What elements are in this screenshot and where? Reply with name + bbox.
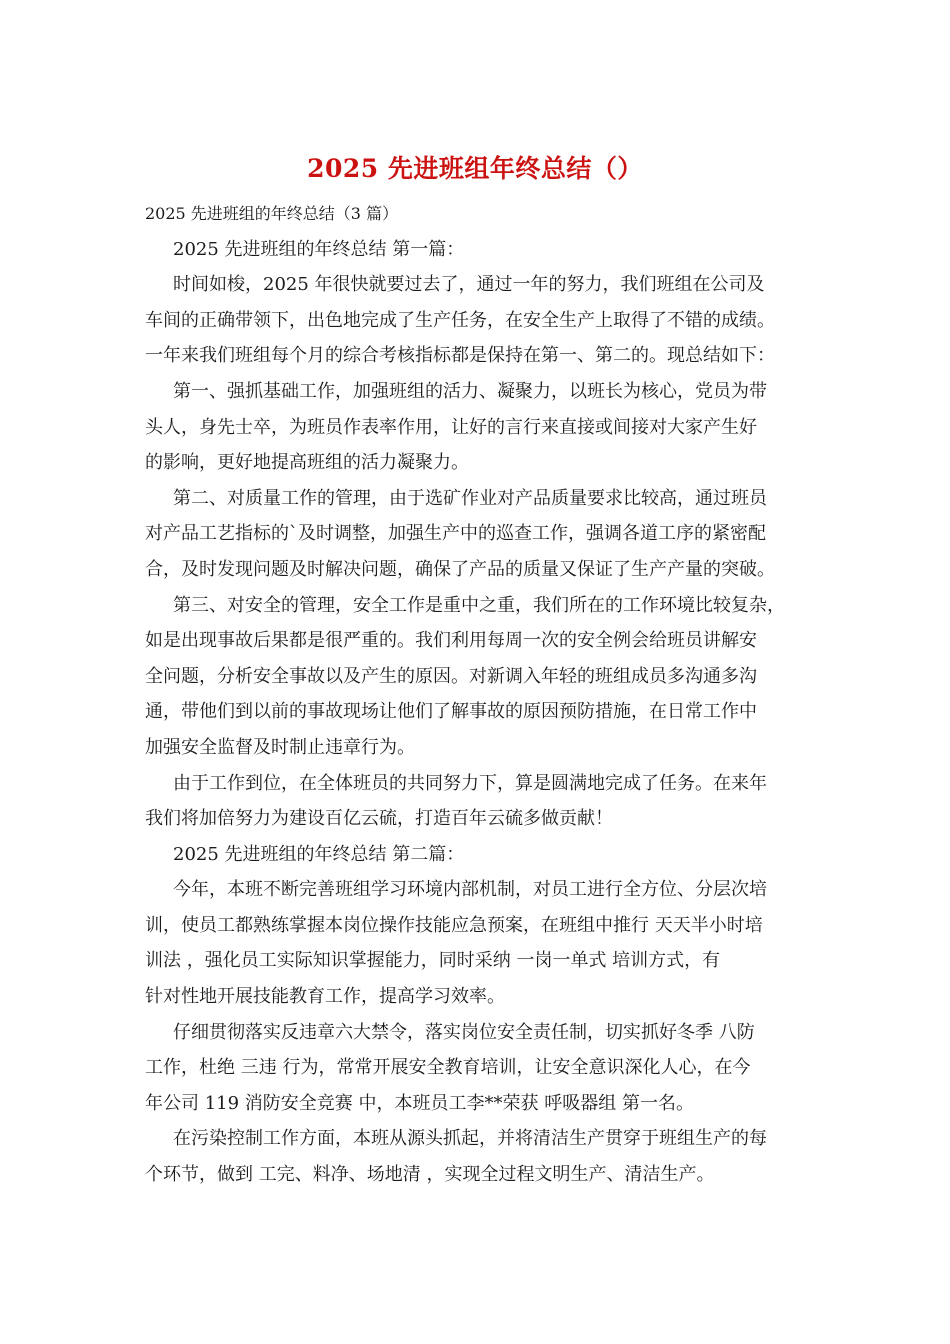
text-line: 的影响，更好地提高班组的活力凝聚力。 — [145, 452, 469, 474]
text-line: 如是出现事故后果都是很严重的。我们利用每周一次的安全例会给班员讲解安 — [145, 630, 757, 652]
text-line: 个环节，做到 工完、料净、场地清 ，实现全过程文明生产、清洁生产。 — [145, 1164, 715, 1186]
text-line: 针对性地开展技能教育工作，提高学习效率。 — [145, 986, 505, 1008]
text-line: 第一、强抓基础工作，加强班组的活力、凝聚力，以班长为核心，党员为带 — [173, 380, 767, 402]
text-line: 头人，身先士卒，为班员作表率作用，让好的言行来直接或间接对大家产生好 — [145, 416, 757, 438]
text-line: 仔细贯彻落实反违章六大禁令，落实岗位安全责任制，切实抓好冬季 八防 — [173, 1021, 755, 1043]
text-line: 合，及时发现问题及时解决问题，确保了产品的质量又保证了生产产量的突破。 — [145, 558, 775, 580]
text-line: 2025 先进班组的年终总结（3 篇） — [145, 204, 399, 223]
text-line: 2025 先进班组的年终总结 第二篇： — [173, 843, 465, 865]
text-line: 我们将加倍努力为建设百亿云硫，打造百年云硫多做贡献！ — [145, 808, 613, 830]
text-line: 在污染控制工作方面，本班从源头抓起，并将清洁生产贯穿于班组生产的每 — [173, 1128, 767, 1150]
text-line: 通，带他们到以前的事故现场让他们了解事故的原因预防措施，在日常工作中 — [145, 701, 757, 723]
text-line: 训法 ，强化员工实际知识掌握能力，同时采纳 一岗一单式 培训方式，有 — [145, 950, 721, 972]
document-body — [145, 196, 820, 1193]
text-line: 对产品工艺指标的`及时调整，加强生产中的巡查工作，强调各道工序的紧密配 — [145, 523, 766, 545]
text-line: 由于工作到位，在全体班员的共同努力下，算是圆满地完成了任务。在来年 — [173, 772, 767, 794]
text-line: 车间的正确带领下，出色地完成了生产任务，在安全生产上取得了不错的成绩。 — [145, 309, 775, 331]
text-line: 年公司 119 消防安全竞赛 中，本班员工李**荣获 呼吸器组 第一名。 — [145, 1092, 694, 1114]
text-line: 训，使员工都熟练掌握本岗位操作技能应急预案，在班组中推行 天天半小时培 — [145, 914, 763, 936]
text-line: 加强安全监督及时制止违章行为。 — [145, 736, 415, 758]
text-line: 第三、对安全的管理，安全工作是重中之重，我们所在的工作环境比较复杂， — [173, 594, 785, 616]
text-line: 今年，本班不断完善班组学习环境内部机制，对员工进行全方位、分层次培 — [173, 879, 767, 901]
text-line: 第二、对质量工作的管理，由于选矿作业对产品质量要求比较高，通过班员 — [173, 487, 767, 509]
text-line: 2025 先进班组的年终总结 第一篇： — [173, 238, 465, 260]
text-line: 一年来我们班组每个月的综合考核指标都是保持在第一、第二的。现总结如下： — [145, 345, 775, 367]
text-line: 工作，杜绝 三违 行为，常常开展安全教育培训，让安全意识深化人心，在今 — [145, 1057, 751, 1079]
text-line: 全问题，分析安全事故以及产生的原因。对新调入年轻的班组成员多沟通多沟 — [145, 665, 757, 687]
text-line: 时间如梭，2025 年很快就要过去了，通过一年的努力，我们班组在公司及 — [173, 274, 765, 296]
document-title: 2025 先进班组年终总结（） — [307, 154, 643, 183]
